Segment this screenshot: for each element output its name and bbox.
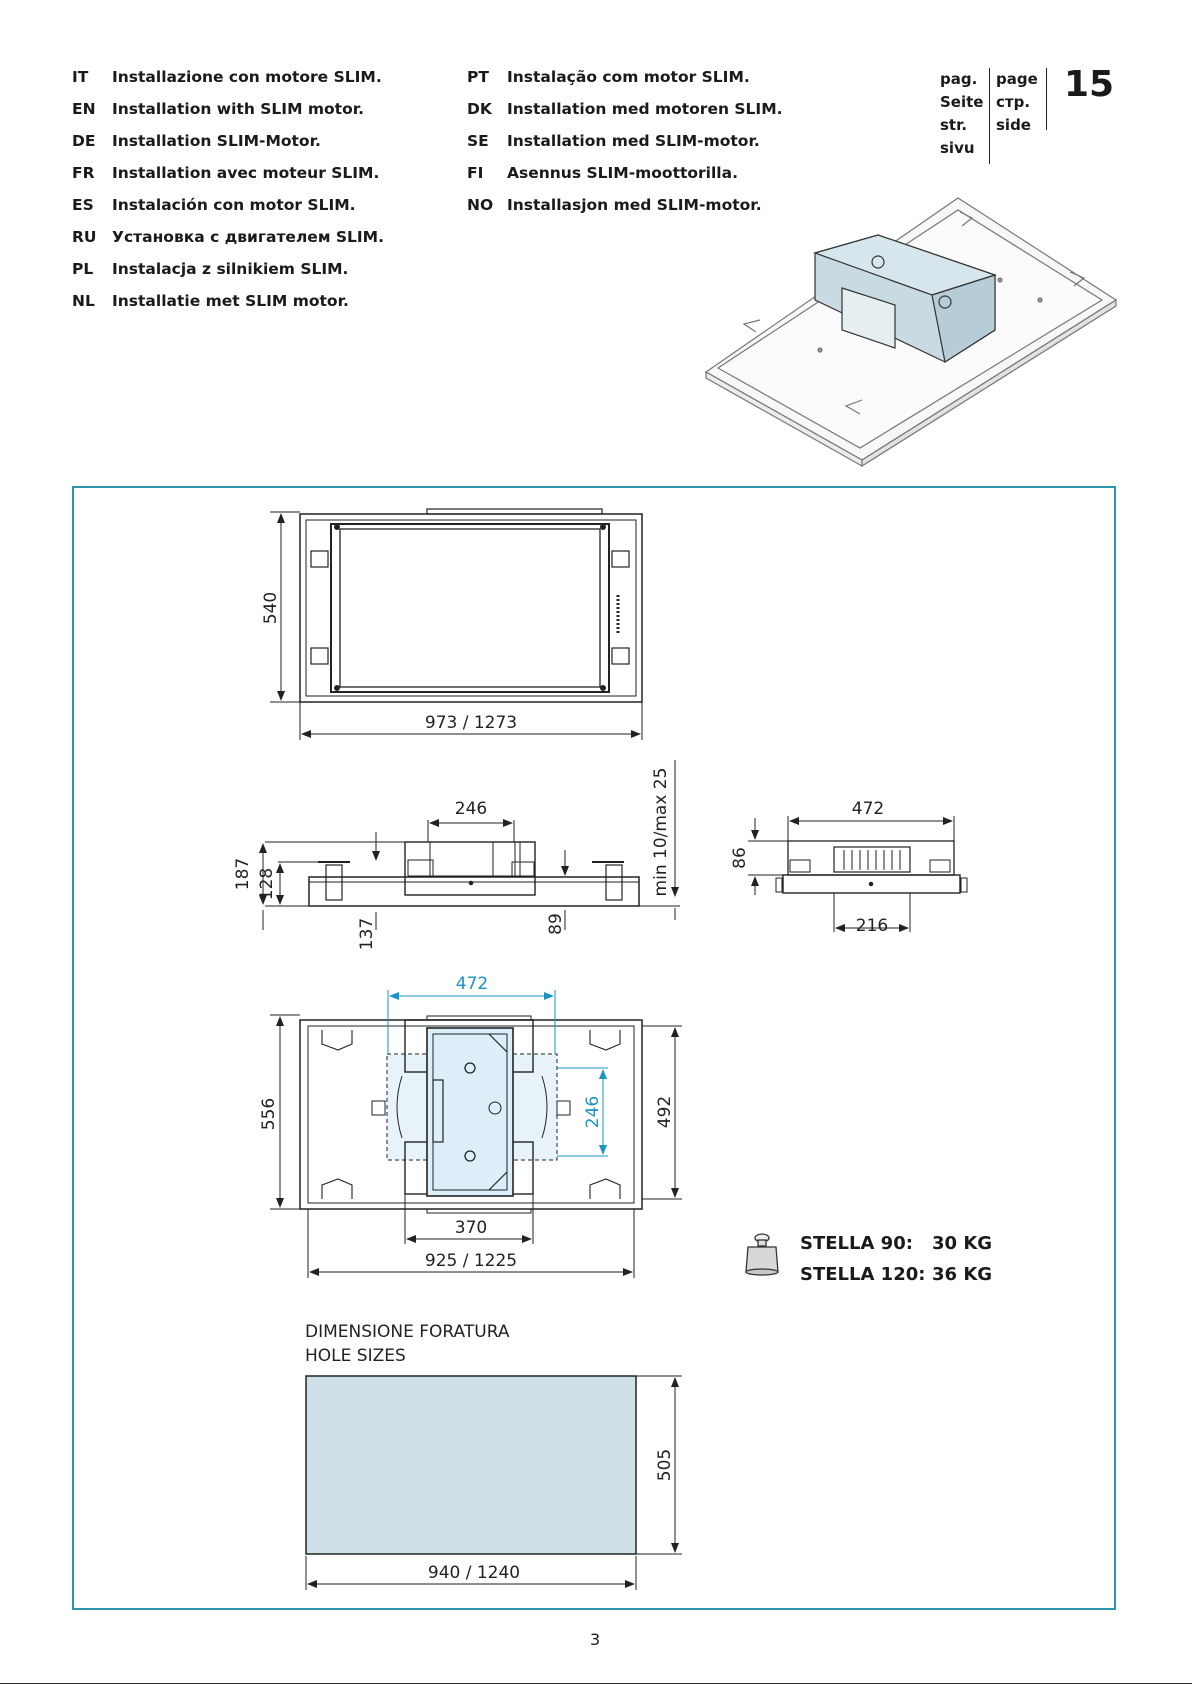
language-text: Installation with SLIM motor. [112, 100, 365, 118]
language-text: Asennus SLIM-moottorilla. [507, 164, 738, 182]
weights-table [800, 1228, 992, 1290]
dim-top-width: 973 / 1273 [424, 713, 518, 733]
front-view-dimensions [748, 816, 954, 932]
dim-side-gap: min 10/max 25 [651, 767, 671, 897]
page-ref-number: 15 [1064, 64, 1115, 105]
page-ref-label: pag. [940, 70, 978, 88]
dim-side-motor-width: 246 [454, 799, 488, 819]
language-text: Installazione con motore SLIM. [112, 68, 382, 86]
side-view-dimensions [263, 760, 680, 930]
weight-label: STELLA 90: [800, 1233, 913, 1254]
dim-front-bottom: 216 [855, 916, 889, 936]
language-text: Instalacja z silnikiem SLIM. [112, 260, 349, 278]
page-ref-label: str. [940, 116, 968, 134]
language-text: Installation avec moteur SLIM. [112, 164, 380, 182]
language-code: EN [72, 100, 96, 118]
dim-plan-motor-depth: 246 [583, 1095, 603, 1129]
weight-value: 36 KG [932, 1264, 993, 1285]
language-text: Instalação com motor SLIM. [507, 68, 750, 86]
front-view [776, 841, 967, 893]
page-ref-label: Seite [940, 93, 984, 111]
dim-plan-width: 925 / 1225 [424, 1251, 518, 1271]
language-code: PT [467, 68, 489, 86]
language-code: NO [467, 196, 494, 214]
hole-sizes-line: HOLE SIZES [305, 1346, 406, 1366]
weight-value: 30 KG [932, 1233, 993, 1254]
language-code: DE [72, 132, 96, 150]
language-code: PL [72, 260, 94, 278]
top-view [300, 509, 642, 702]
language-text: Installation SLIM-Motor. [112, 132, 321, 150]
language-code: RU [72, 228, 97, 246]
dim-side-h2: 128 [257, 867, 277, 901]
dim-top-height: 540 [261, 591, 281, 625]
weight-icon [746, 1234, 778, 1275]
page-ref-label: стр. [996, 93, 1031, 111]
weight-label: STELLA 120: [800, 1264, 926, 1285]
bottom-rule [0, 1683, 1192, 1684]
language-text: Installasjon med SLIM-motor. [507, 196, 762, 214]
dim-plan-inner-height: 492 [655, 1095, 675, 1129]
side-view [309, 842, 639, 906]
page-ref-label: side [996, 116, 1031, 134]
hole-sizes-title [305, 1320, 509, 1368]
language-text: Установка с двигателем SLIM. [112, 228, 384, 246]
dim-front-height: 86 [730, 847, 750, 869]
dim-plan-bracket: 370 [454, 1218, 488, 1238]
dim-front-width: 472 [851, 799, 885, 819]
page-ref-label: page [996, 70, 1038, 88]
language-code: SE [467, 132, 489, 150]
language-text: Installation med motoren SLIM. [507, 100, 783, 118]
hole-size-view [306, 1376, 636, 1554]
language-code: NL [72, 292, 95, 310]
language-text: Installatie met SLIM motor. [112, 292, 349, 310]
dim-hole-height: 505 [655, 1448, 675, 1482]
iso-hood-illustration [706, 198, 1116, 466]
language-code: FI [467, 164, 484, 182]
dim-side-h1: 187 [233, 857, 253, 891]
page-ref-label: sivu [940, 139, 975, 157]
dim-plan-motor-width: 472 [455, 974, 489, 994]
top-view-dimensions [270, 512, 642, 740]
language-code: IT [72, 68, 89, 86]
dim-side-b2: 89 [546, 913, 566, 935]
hole-sizes-line: DIMENSIONE FORATURA [305, 1322, 510, 1342]
footer-page-number: 3 [590, 1630, 601, 1649]
dim-hole-width: 940 / 1240 [427, 1563, 521, 1583]
language-code: DK [467, 100, 492, 118]
language-text: Instalación con motor SLIM. [112, 196, 356, 214]
language-text: Installation med SLIM-motor. [507, 132, 760, 150]
language-code: ES [72, 196, 94, 214]
weight-row [800, 1259, 992, 1290]
language-code: FR [72, 164, 95, 182]
weight-row [800, 1228, 992, 1259]
dim-side-b1: 137 [357, 917, 377, 951]
dim-plan-height: 556 [259, 1097, 279, 1131]
